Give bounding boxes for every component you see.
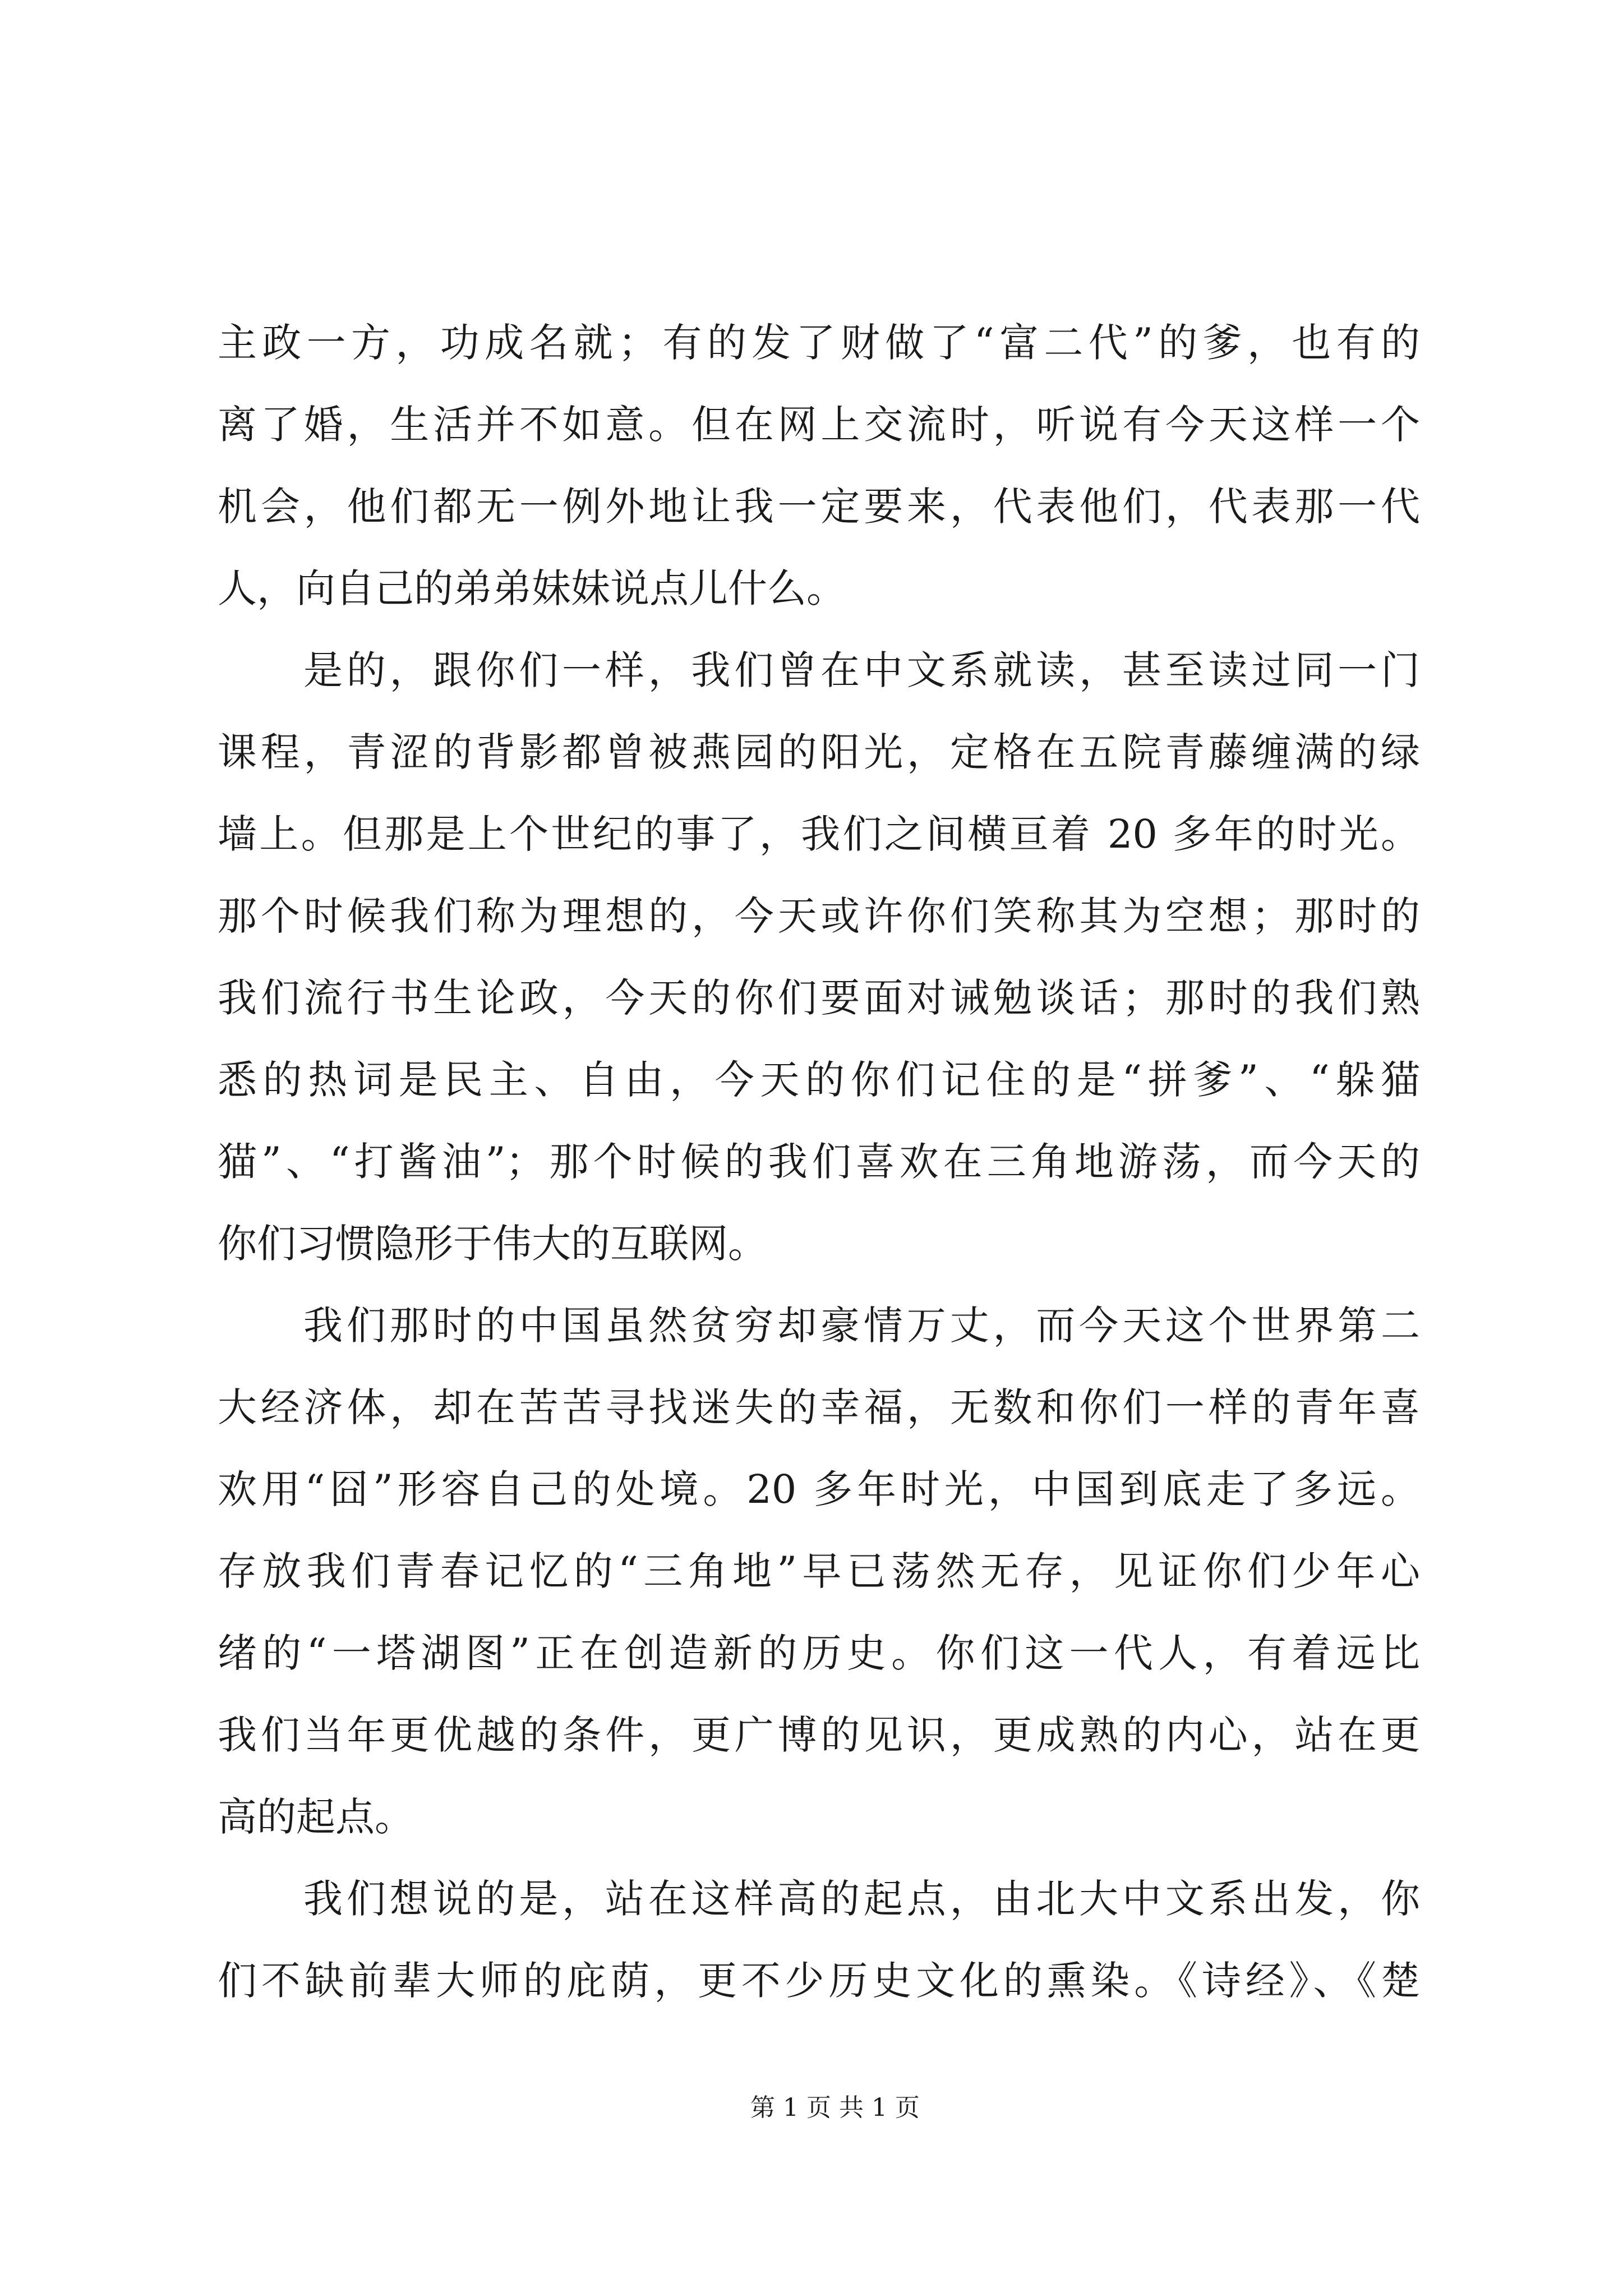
text-line: 悉的热词是民主、自由，今天的你们记住的是“拼爹”、“躲猫 xyxy=(218,1057,1420,1103)
text-line: 绪的“一塔湖图”正在创造新的历史。你们这一代人，有着远比 xyxy=(218,1630,1420,1676)
text-line: 那个时候我们称为理想的，今天或许你们笑称其为空想；那时的 xyxy=(218,893,1420,939)
paragraph xyxy=(218,1858,1420,2022)
text-line: 我们当年更优越的条件，更广博的见识，更成熟的内心，站在更 xyxy=(218,1712,1420,1758)
text-line: 人，向自己的弟弟妹妹说点儿什么。 xyxy=(218,565,846,611)
text-line: 们不缺前辈大师的庇荫，更不少历史文化的熏染。《诗经》、《楚 xyxy=(218,1958,1420,2004)
text-line: 课程，青涩的背影都曾被燕园的阳光，定格在五院青藤缠满的绿 xyxy=(218,729,1420,775)
text-line: 我们想说的是，站在这样高的起点，由北大中文系出发，你 xyxy=(303,1876,1420,1922)
page-footer: 第 1 页 共 1 页 xyxy=(750,2093,920,2122)
text-line: 离了婚，生活并不如意。但在网上交流时，听说有今天这样一个 xyxy=(218,402,1420,448)
text-line: 猫”、“打酱油”；那个时候的我们喜欢在三角地游荡，而今天的 xyxy=(218,1139,1420,1185)
text-line: 我们那时的中国虽然贫穷却豪情万丈，而今天这个世界第二 xyxy=(303,1303,1420,1349)
paragraph xyxy=(218,629,1420,1285)
text-line: 主政一方，功成名就；有的发了财做了“富二代”的爹，也有的 xyxy=(218,320,1420,366)
text-line: 机会，他们都无一例外地让我一定要来，代表他们，代表那一代 xyxy=(218,484,1420,530)
text-line: 你们习惯隐形于伟大的互联网。 xyxy=(218,1221,767,1267)
text-line: 欢用“囧”形容自己的处境。20 多年时光，中国到底走了多远。 xyxy=(218,1466,1420,1512)
text-line: 是的，跟你们一样，我们曾在中文系就读，甚至读过同一门 xyxy=(303,647,1420,693)
text-line: 我们流行书生论政，今天的你们要面对诫勉谈话；那时的我们熟 xyxy=(218,975,1420,1021)
text-line: 存放我们青春记忆的“三角地”早已荡然无存，见证你们少年心 xyxy=(218,1548,1420,1594)
text-line: 墙上。但那是上个世纪的事了，我们之间横亘着 20 多年的时光。 xyxy=(218,811,1420,857)
text-line: 大经济体，却在苦苦寻找迷失的幸福，无数和你们一样的青年喜 xyxy=(218,1384,1420,1430)
paragraph xyxy=(218,302,1420,629)
text-line: 高的起点。 xyxy=(218,1794,414,1840)
paragraph xyxy=(218,1285,1420,1858)
document-body xyxy=(218,302,1420,2022)
